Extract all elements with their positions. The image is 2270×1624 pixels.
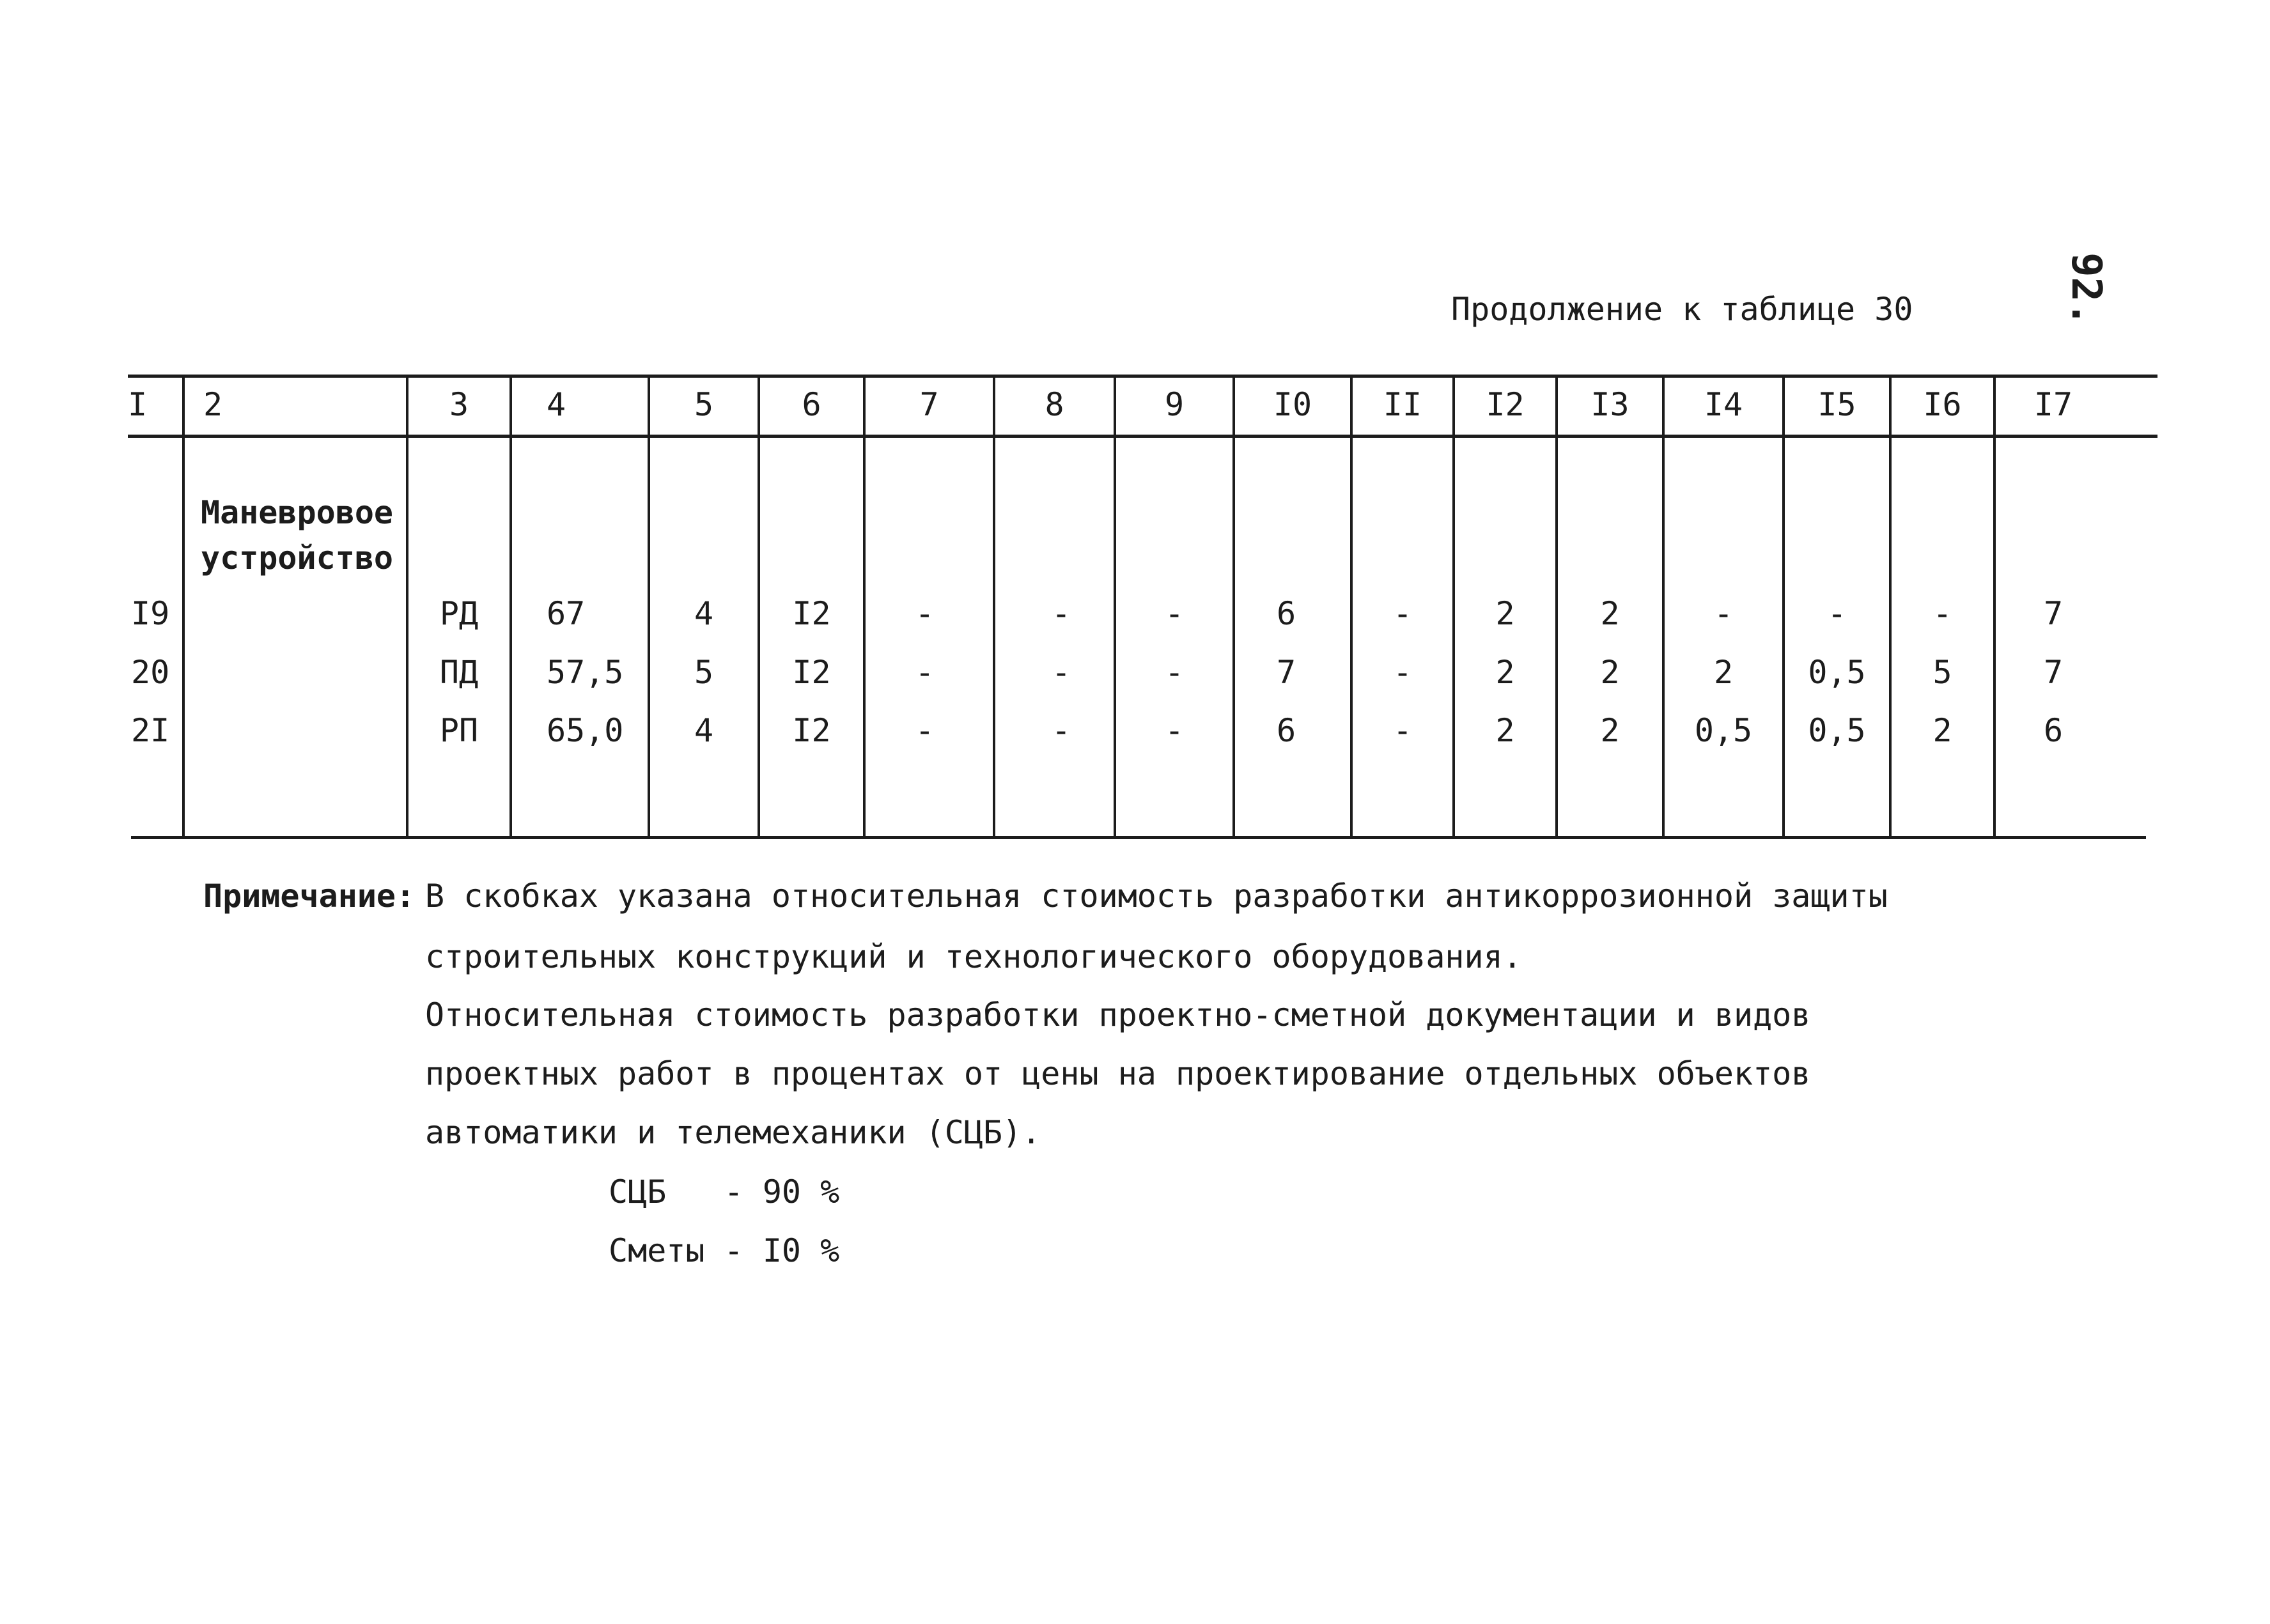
table-cell: - <box>915 712 935 749</box>
table-cell: 0,5 <box>1694 712 1753 749</box>
table-cell: - <box>1713 595 1734 632</box>
table-cell: - <box>915 654 935 691</box>
table-cell: I9 <box>131 595 170 632</box>
table-cell: I2 <box>792 654 831 691</box>
table-cell: - <box>1164 595 1185 632</box>
header-cell: I0 <box>1273 386 1312 423</box>
table-cell: 6 <box>1276 712 1296 749</box>
header-cell: II <box>1383 386 1422 423</box>
table-cell: 5 <box>694 654 714 691</box>
header-cell: I4 <box>1704 386 1743 423</box>
table-cell: 2 <box>1495 595 1515 632</box>
table-cell: 57,5 <box>547 654 624 691</box>
table-caption: Продолжение к таблице 30 <box>1451 291 1913 328</box>
group-label: устройство <box>201 539 394 576</box>
table-cell: 2 <box>1713 654 1734 691</box>
page-number: 92. <box>2062 252 2110 327</box>
table-cell: 7 <box>2043 595 2064 632</box>
table-cell: 67 <box>547 595 586 632</box>
table-cell: 2 <box>1932 712 1952 749</box>
note-line: строительных конструкций и технологического оборудования. <box>425 938 1522 975</box>
table-cell: 65,0 <box>547 712 624 749</box>
table-cell: 5 <box>1932 654 1952 691</box>
column-divider <box>182 377 185 837</box>
header-cell: 3 <box>449 386 469 423</box>
note-line: автоматики и телемеханики (СЦБ). <box>425 1114 1041 1151</box>
header-cell: I2 <box>1486 386 1525 423</box>
table-cell: РД <box>439 595 479 632</box>
table-cell: 0,5 <box>1808 654 1866 691</box>
table-header-rule <box>128 435 2157 438</box>
table-cell: - <box>1051 712 1071 749</box>
group-label: Маневровое <box>201 494 394 531</box>
table-cell: - <box>1932 595 1952 632</box>
table-cell: 7 <box>1276 654 1296 691</box>
note-line: Относительная стоимость разработки проектно-сметной документации и видов <box>425 996 1811 1033</box>
note-label: Примечание: <box>203 878 416 915</box>
table-cell: 2I <box>131 712 170 749</box>
table-cell: I2 <box>792 712 831 749</box>
table-cell: 2 <box>1495 712 1515 749</box>
note-line: В скобках указана относительная стоимость разработки антикоррозионной защиты <box>425 878 1888 915</box>
header-cell: I6 <box>1923 386 1962 423</box>
table-cell: - <box>1392 712 1413 749</box>
table-cell: 6 <box>1276 595 1296 632</box>
header-cell: I7 <box>2033 386 2073 423</box>
table-cell: - <box>1827 595 1847 632</box>
table-cell: 2 <box>1600 654 1620 691</box>
header-cell: 5 <box>694 386 714 423</box>
table-bottom-rule <box>131 836 2146 839</box>
note-line: проектных работ в процентах от цены на проектирование отдельных объектов <box>425 1055 1811 1092</box>
table-cell: 20 <box>131 654 170 691</box>
header-cell: 9 <box>1164 386 1185 423</box>
header-cell: I5 <box>1817 386 1856 423</box>
note-item: Сметы - I0 % <box>609 1232 840 1269</box>
table-cell: - <box>1164 712 1185 749</box>
table-cell: 2 <box>1600 712 1620 749</box>
table-cell: 4 <box>694 595 714 632</box>
header-cell: 6 <box>802 386 821 423</box>
table-cell: I2 <box>792 595 831 632</box>
table-cell: 2 <box>1495 654 1515 691</box>
table-cell: ПД <box>439 654 479 691</box>
table-cell: 6 <box>2043 712 2064 749</box>
header-cell: 4 <box>547 386 566 423</box>
table-cell: - <box>1051 654 1071 691</box>
column-divider <box>509 377 512 837</box>
table-cell: - <box>1392 595 1413 632</box>
table-top-rule <box>128 375 2157 378</box>
header-cell: 2 <box>203 386 223 423</box>
table-cell: - <box>1164 654 1185 691</box>
table-cell: - <box>915 595 935 632</box>
header-cell: I <box>128 386 148 423</box>
table-cell: - <box>1051 595 1071 632</box>
table-cell: 0,5 <box>1808 712 1866 749</box>
header-cell: 8 <box>1045 386 1064 423</box>
header-cell: I3 <box>1590 386 1629 423</box>
table-cell: 7 <box>2043 654 2064 691</box>
note-item: СЦБ - 90 % <box>609 1173 840 1210</box>
table-cell: 2 <box>1600 595 1620 632</box>
header-cell: 7 <box>919 386 939 423</box>
table-cell: РП <box>439 712 479 749</box>
table-cell: - <box>1392 654 1413 691</box>
table-cell: 4 <box>694 712 714 749</box>
column-divider <box>993 377 995 837</box>
